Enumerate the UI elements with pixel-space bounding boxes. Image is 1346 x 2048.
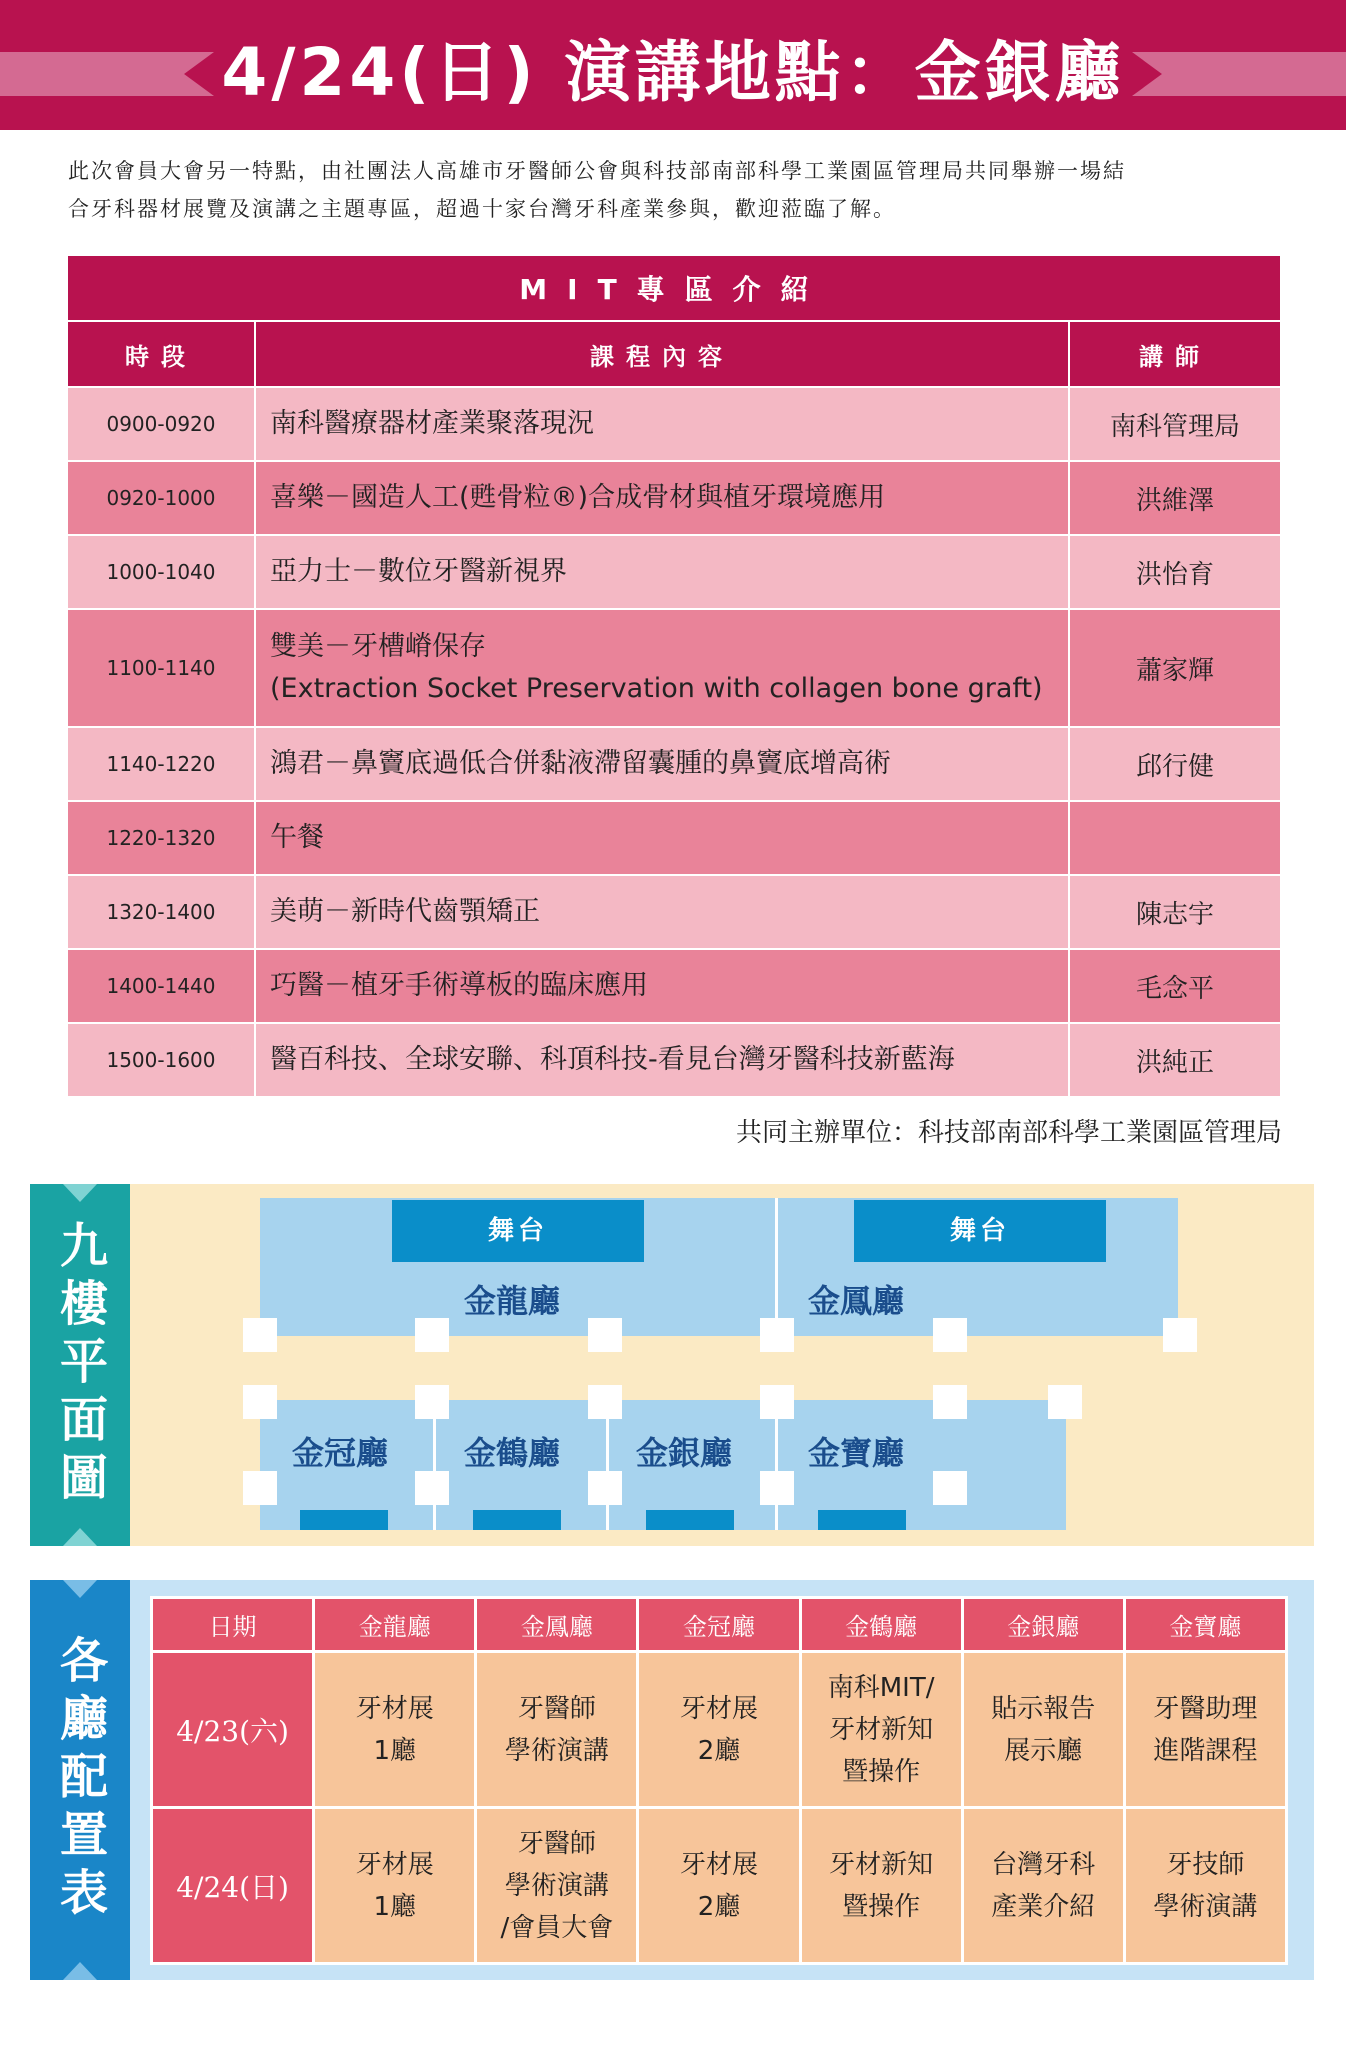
session-speaker: 洪怡育	[1069, 535, 1281, 609]
cell-line: 1廳	[373, 1735, 416, 1766]
pillar	[588, 1471, 622, 1505]
hall-config-label-text: 各廳配置表	[51, 1635, 108, 1925]
cell-line: 牙材展	[679, 1693, 758, 1724]
session-course: 巧醫－植牙手術導板的臨床應用	[255, 949, 1069, 1023]
config-cell	[1124, 1808, 1286, 1964]
session-speaker: 南科管理局	[1069, 387, 1281, 461]
cell-line: 牙醫師	[517, 1693, 596, 1724]
cell-line: 牙材新知	[829, 1714, 934, 1745]
config-cell	[314, 1652, 476, 1808]
intro-line-1: 此次會員大會另一特點，由社團法人高雄市牙醫師公會與科技部南部科學工業園區管理局共同舉辦一場結	[68, 159, 1126, 183]
config-cell	[800, 1808, 962, 1964]
pillar	[760, 1471, 794, 1505]
cell-line: 南科MIT/	[827, 1672, 935, 1703]
hall-name-long: 金龍廳	[464, 1282, 561, 1320]
hall-config-table	[150, 1596, 1288, 1965]
config-cell	[314, 1808, 476, 1964]
pillar	[588, 1385, 622, 1419]
config-cell	[962, 1808, 1124, 1964]
cell-line: 牙材展	[355, 1849, 434, 1880]
config-header-hall: 金冠廳	[638, 1598, 800, 1652]
cell-line: 牙材新知	[829, 1849, 934, 1880]
hall-entrance	[818, 1510, 906, 1530]
session-time: 1320-1400	[67, 875, 255, 949]
config-cell	[962, 1652, 1124, 1808]
hall-divider	[775, 1400, 778, 1530]
pillar	[933, 1385, 967, 1419]
session-speaker: 洪維澤	[1069, 461, 1281, 535]
config-cell	[638, 1808, 800, 1964]
table-row	[67, 727, 1281, 801]
cell-line: 1廳	[373, 1891, 416, 1922]
header-banner	[0, 0, 1346, 130]
stage-long-hall: 舞台	[392, 1200, 644, 1262]
stage-feng-hall: 舞台	[854, 1200, 1106, 1262]
cell-line: 2廳	[697, 1735, 741, 1766]
session-speaker: 邱行健	[1069, 727, 1281, 801]
co-host-note: 共同主辦單位：科技部南部科學工業園區管理局	[735, 1118, 1282, 1148]
cell-line: 牙醫助理	[1153, 1693, 1258, 1724]
table-row	[67, 1023, 1281, 1097]
cell-line: 牙材展	[679, 1849, 758, 1880]
table-row	[67, 801, 1281, 875]
session-time: 1220-1320	[67, 801, 255, 875]
session-speaker: 毛念平	[1069, 949, 1281, 1023]
hall-entrance	[300, 1510, 388, 1530]
table-row	[67, 875, 1281, 949]
config-header-hall: 金龍廳	[314, 1598, 476, 1652]
hall-entrance	[646, 1510, 734, 1530]
session-course: 醫百科技、全球安聯、科頂科技-看見台灣牙醫科技新藍海	[255, 1023, 1069, 1097]
config-date: 4/24(日)	[152, 1808, 314, 1964]
session-course-line-1: 雙美－牙槽嵴保存	[270, 631, 486, 662]
hall-name-feng: 金鳳廳	[808, 1282, 905, 1320]
chevron-down-icon	[63, 1184, 97, 1202]
intro-paragraph	[68, 152, 1298, 228]
pillar	[1048, 1385, 1082, 1419]
config-cell	[638, 1652, 800, 1808]
session-speaker: 陳志宇	[1069, 875, 1281, 949]
config-header-hall: 金鶴廳	[800, 1598, 962, 1652]
pillar	[933, 1318, 967, 1352]
session-course	[255, 609, 1069, 727]
session-course-line-2: (Extraction Socket Preservation with collagen bone graft)	[270, 673, 1043, 704]
hall-divider	[433, 1400, 436, 1530]
pillar	[588, 1318, 622, 1352]
pillar	[760, 1318, 794, 1352]
header-speaker: 講師	[1069, 321, 1281, 387]
cell-line: 展示廳	[1004, 1735, 1083, 1766]
session-speaker: 洪純正	[1069, 1023, 1281, 1097]
cell-line: 2廳	[697, 1891, 741, 1922]
session-speaker: 蕭家輝	[1069, 609, 1281, 727]
hall-divider	[606, 1400, 609, 1530]
table-row	[67, 609, 1281, 727]
session-course: 喜樂－國造人工(甦骨粒®)合成骨材與植牙環境應用	[255, 461, 1069, 535]
pillar	[760, 1385, 794, 1419]
chevron-up-icon	[63, 1528, 97, 1546]
pillar	[243, 1471, 277, 1505]
pillar	[933, 1471, 967, 1505]
cell-line: 暨操作	[842, 1891, 921, 1922]
floor-plan-label-text: 九樓平面圖	[51, 1220, 108, 1510]
session-course: 南科醫療器材產業聚落現況	[255, 387, 1069, 461]
table-row	[67, 535, 1281, 609]
cell-line: 學術演講	[504, 1870, 609, 1901]
chevron-down-icon	[63, 1580, 97, 1598]
cell-line: 貼示報告	[991, 1693, 1096, 1724]
hall-name-he: 金鶴廳	[464, 1434, 561, 1472]
table-row	[67, 461, 1281, 535]
page-title: 4/24(日) 演講地點：金銀廳	[221, 34, 1125, 111]
hall-entrance	[473, 1510, 561, 1530]
header-time: 時段	[67, 321, 255, 387]
session-time: 1400-1440	[67, 949, 255, 1023]
config-date: 4/23(六)	[152, 1652, 314, 1808]
cell-line: 牙技師	[1166, 1849, 1245, 1880]
config-cell	[800, 1652, 962, 1808]
session-course: 午餐	[255, 801, 1069, 875]
header-course: 課程內容	[255, 321, 1069, 387]
config-header-hall: 金銀廳	[962, 1598, 1124, 1652]
session-time: 0920-1000	[67, 461, 255, 535]
table-row	[152, 1808, 1287, 1964]
hall-config-label	[30, 1580, 130, 1980]
table-row	[152, 1652, 1287, 1808]
config-cell	[476, 1652, 638, 1808]
cell-line: 牙材展	[355, 1693, 434, 1724]
cell-line: 學術演講	[1153, 1891, 1258, 1922]
cell-line: 產業介紹	[991, 1891, 1096, 1922]
pillar	[415, 1471, 449, 1505]
cell-line: 台灣牙科	[991, 1849, 1096, 1880]
session-course: 亞力士－數位牙醫新視界	[255, 535, 1069, 609]
table-row	[67, 949, 1281, 1023]
intro-line-2: 合牙科器材展覽及演講之主題專區，超過十家台灣牙科產業參與，歡迎蒞臨了解。	[68, 197, 896, 221]
session-time: 1000-1040	[67, 535, 255, 609]
pillar	[243, 1385, 277, 1419]
session-time: 1140-1220	[67, 727, 255, 801]
cell-line: 進階課程	[1153, 1735, 1258, 1766]
session-speaker	[1069, 801, 1281, 875]
cell-line: 牙醫師	[517, 1828, 596, 1859]
pillar	[243, 1318, 277, 1352]
config-header-date: 日期	[152, 1598, 314, 1652]
pillar	[1163, 1318, 1197, 1352]
chevron-up-icon	[63, 1962, 97, 1980]
config-cell	[1124, 1652, 1286, 1808]
config-header-hall: 金寶廳	[1124, 1598, 1286, 1652]
hall-name-yin: 金銀廳	[636, 1434, 733, 1472]
hall-divider	[775, 1198, 778, 1336]
session-course: 鴻君－鼻竇底過低合併黏液滯留囊腫的鼻竇底增高術	[255, 727, 1069, 801]
hall-name-bao: 金寶廳	[808, 1434, 905, 1472]
session-time: 1100-1140	[67, 609, 255, 727]
pillar	[415, 1318, 449, 1352]
cell-line: /會員大會	[500, 1912, 614, 1943]
config-header-row	[152, 1598, 1287, 1652]
session-time: 1500-1600	[67, 1023, 255, 1097]
floor-plan-label	[30, 1184, 130, 1546]
cell-line: 暨操作	[842, 1756, 921, 1787]
session-course: 美萌－新時代齒顎矯正	[255, 875, 1069, 949]
cell-line: 學術演講	[504, 1735, 609, 1766]
mit-table-title: MIT專區介紹	[67, 255, 1281, 321]
hall-name-guan: 金冠廳	[292, 1434, 389, 1472]
config-header-hall: 金鳳廳	[476, 1598, 638, 1652]
session-time: 0900-0920	[67, 387, 255, 461]
table-row	[67, 387, 1281, 461]
pillar	[415, 1385, 449, 1419]
mit-schedule-table	[66, 254, 1282, 1098]
config-cell	[476, 1808, 638, 1964]
